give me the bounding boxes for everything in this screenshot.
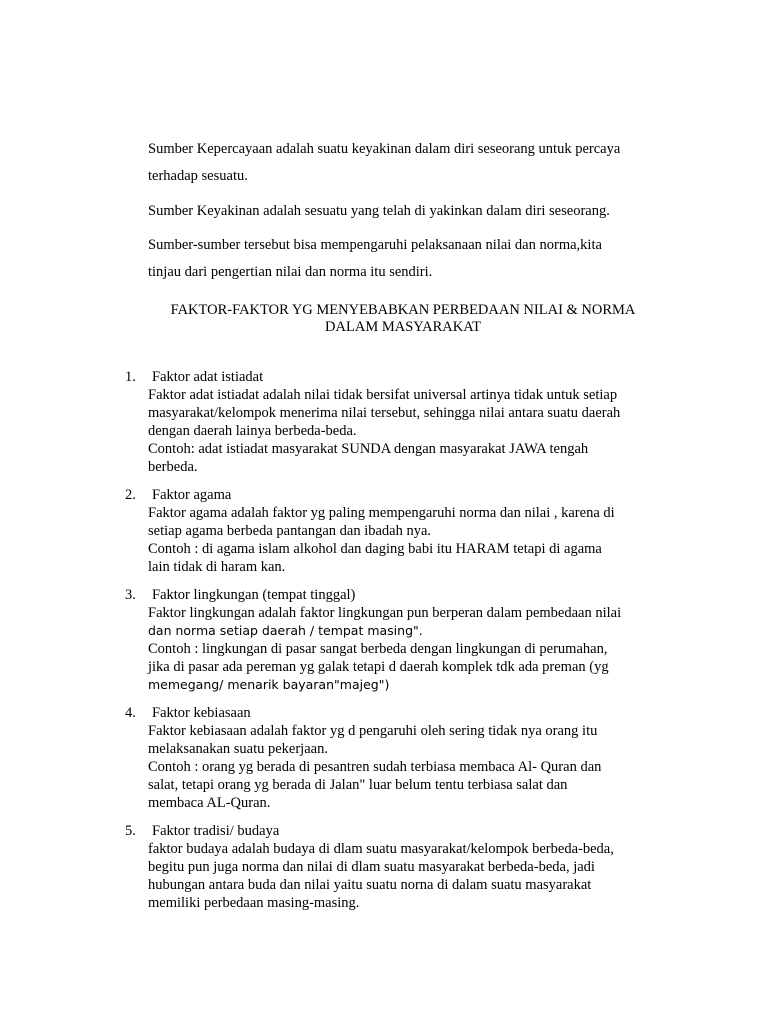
list-item-body	[148, 386, 668, 476]
list-number: 4.	[125, 705, 136, 721]
body-line: salat, tetapi orang yg berada di Jalan" luar belum tentu terbiasa salat dan	[148, 777, 568, 793]
body-line: Contoh: adat istiadat masyarakat SUNDA dengan masyarakat JAWA tengah	[148, 441, 589, 457]
intro-p1-line2: terhadap sesuatu.	[148, 168, 248, 184]
intro-paragraph-3	[148, 232, 688, 286]
list-number: 2.	[125, 487, 136, 503]
list-item-title: Faktor agama	[152, 487, 232, 503]
body-line: Faktor adat istiadat adalah nilai tidak bersifat universal artinya tidak untuk setiap	[148, 387, 618, 403]
body-line: begitu pun juga norma dan nilai di dlam suatu masyarakat berbeda-beda, jadi	[148, 859, 595, 875]
body-line: melaksanakan suatu pekerjaan.	[148, 741, 328, 757]
list-item-body	[148, 722, 668, 812]
body-line: Faktor lingkungan adalah faktor lingkungan pun berperan dalam pembedaan nilai	[148, 605, 622, 621]
body-line: dengan daerah lainya berbeda-beda.	[148, 423, 357, 439]
body-line: setiap agama berbeda pantangan dan ibadah nya.	[148, 523, 432, 539]
list-number: 1.	[125, 369, 136, 385]
body-line: memegang/ menarik bayaran"majeg")	[148, 677, 390, 692]
intro-paragraph-2: Sumber Keyakinan adalah sesuatu yang telah di yakinkan dalam diri seseorang.	[148, 203, 610, 219]
list-item-body	[148, 604, 668, 694]
intro-p1-line1: Sumber Kepercayaan adalah suatu keyakinan dalam diri seseorang untuk percaya	[148, 141, 621, 157]
body-line: Contoh : lingkungan di pasar sangat berbeda dengan lingkungan di perumahan,	[148, 641, 608, 657]
list-item-body	[148, 504, 668, 576]
body-line: berbeda.	[148, 459, 198, 475]
intro-p3-line1: Sumber-sumber tersebut bisa mempengaruhi pelaksanaan nilai dan norma,kita	[148, 237, 602, 253]
body-line: Contoh : di agama islam alkohol dan daging babi itu HARAM tetapi di agama	[148, 541, 602, 557]
list-item-title: Faktor tradisi/ budaya	[152, 823, 280, 839]
list-item-title: Faktor kebiasaan	[152, 705, 251, 721]
list-number: 3.	[125, 587, 136, 603]
section-heading-line2: DALAM MASYARAKAT	[325, 319, 481, 335]
body-line: membaca AL-Quran.	[148, 795, 271, 811]
list-item-title: Faktor lingkungan (tempat tinggal)	[152, 587, 356, 603]
section-heading	[148, 302, 658, 336]
list-number: 5.	[125, 823, 136, 839]
body-line: faktor budaya adalah budaya di dlam suatu masyarakat/kelompok berbeda-beda,	[148, 841, 614, 857]
section-heading-line1: FAKTOR-FAKTOR YG MENYEBABKAN PERBEDAAN NILAI & NORMA	[170, 302, 636, 318]
intro-p3-line2: tinjau dari pengertian nilai dan norma itu sendiri.	[148, 264, 433, 280]
body-line: memiliki perbedaan masing-masing.	[148, 895, 360, 911]
body-line: masyarakat/kelompok menerima nilai tersebut, sehingga nilai antara suatu daerah	[148, 405, 621, 421]
body-line: hubungan antara buda dan nilai yaitu suatu norna di dalam suatu masyarakat	[148, 877, 592, 893]
intro-paragraph-1	[148, 136, 688, 190]
body-line: Contoh : orang yg berada di pesantren sudah terbiasa membaca Al- Quran dan	[148, 759, 602, 775]
body-line: jika di pasar ada pereman yg galak tetapi d daerah komplek tdk ada preman (yg	[148, 659, 609, 675]
body-line: Faktor agama adalah faktor yg paling mempengaruhi norma dan nilai , karena di	[148, 505, 615, 521]
body-line: lain tidak di haram kan.	[148, 559, 286, 575]
list-item-title: Faktor adat istiadat	[152, 369, 264, 385]
list-item-body	[148, 840, 668, 912]
body-line: dan norma setiap daerah / tempat masing".	[148, 623, 423, 638]
body-line: Faktor kebiasaan adalah faktor yg d pengaruhi oleh sering tidak nya orang itu	[148, 723, 598, 739]
